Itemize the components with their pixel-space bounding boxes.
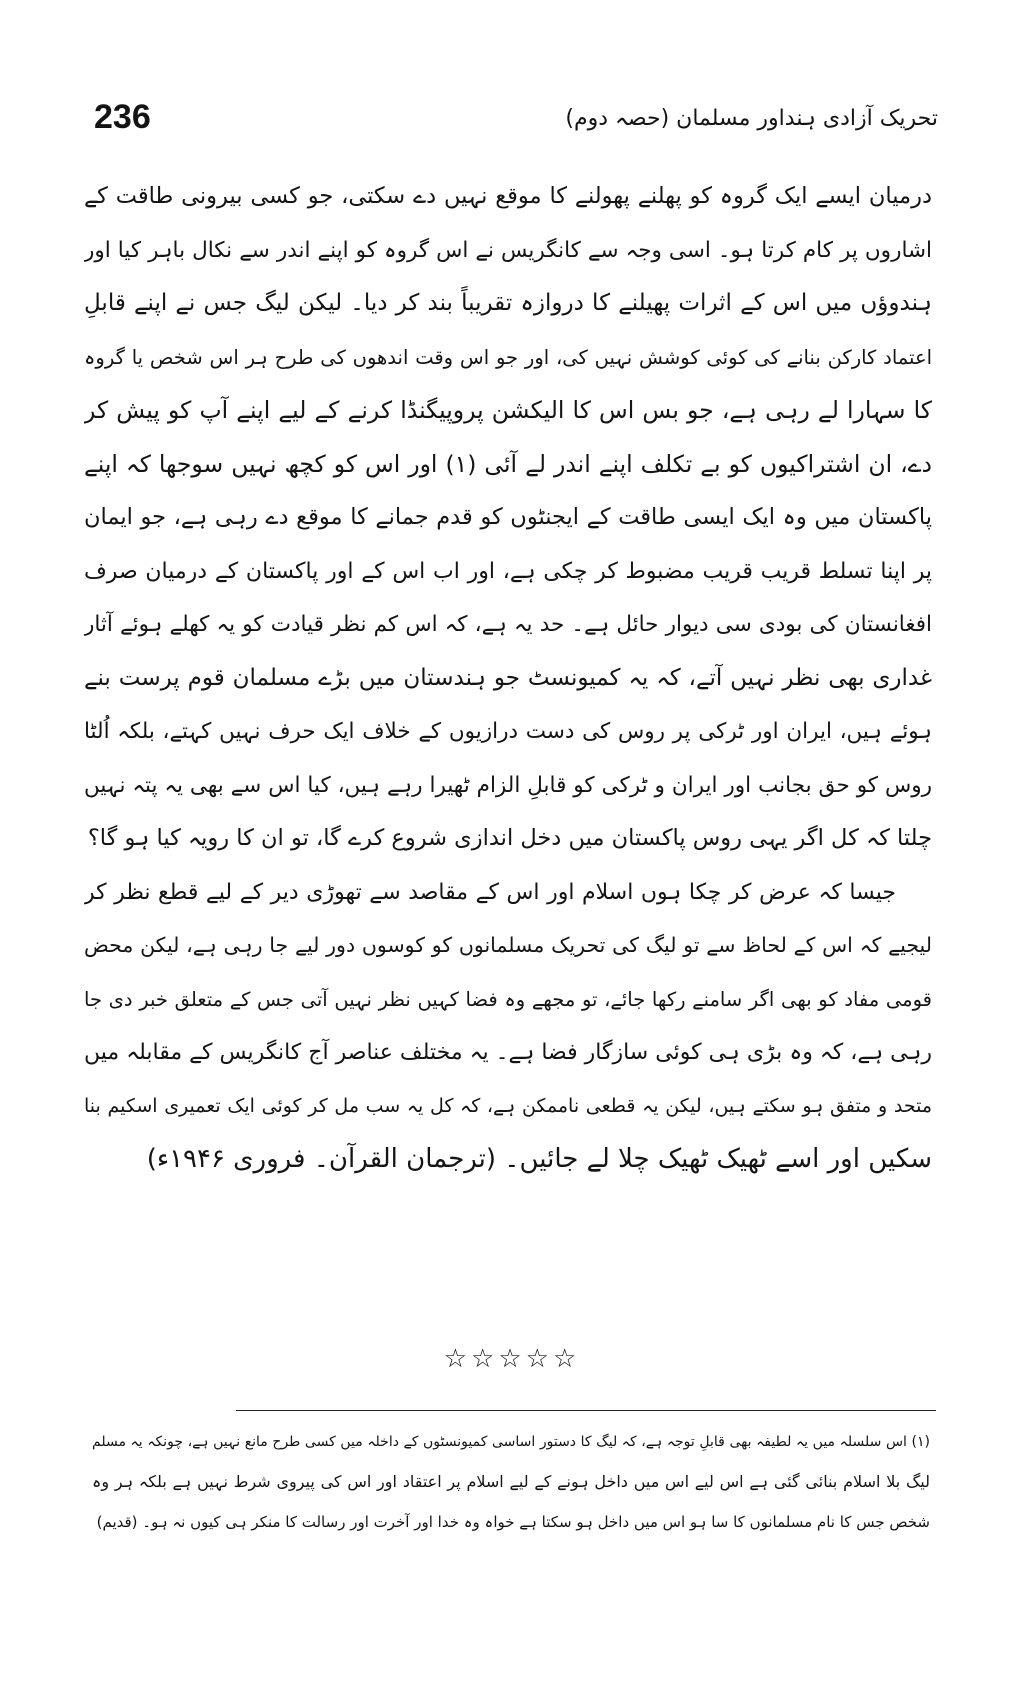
body-line: پاکستان میں وہ ایک ایسی طاقت کے ایجنٹوں کو قدم جمانے کا موقع دے رہی ہے، جو ایمان	[84, 504, 932, 530]
body-line: لیجیے کہ اس کے لحاظ سے تو لیگ کی تحریک مسلمانوں کو کوسوں دور لیے جا رہی ہے، لیکن محض	[84, 933, 932, 957]
body-line: پر اپنا تسلط قریب قریب مضبوط کر چکی ہے، اور اب اس کے اور پاکستان کے درمیان صرف	[84, 558, 932, 584]
footnote-line: شخص جس کا نام مسلمانوں کا سا ہو اس میں داخل ہو سکتا ہے خواہ وہ خدا اور آخرت اور رسالت کا منکر ہی کیوں نہ ہو۔ (قدیم)	[96, 1513, 930, 1531]
footnote-line: لیگ بلا اسلام بنائی گئی ہے اس لیے اس میں داخل ہونے کے لیے اسلام پر اعتقاد اور اس کی پیروی شرط نہیں ہے بلکہ ہر وہ	[92, 1472, 930, 1491]
page-number: 236	[94, 98, 151, 136]
body-line: افغانستان کی بودی سی دیوار حائل ہے۔ حد یہ ہے، کہ اس کم نظر قیادت کو یہ کھلے ہوئے آثار	[84, 612, 932, 637]
body-text	[84, 170, 932, 1187]
body-line: غداری بھی نظر نہیں آتے، کہ یہ کمیونسٹ جو ہندستان میں بڑے مسلمان قوم پرست بنے	[84, 664, 932, 691]
body-line: چلتا کہ کل اگر یہی روس پاکستان میں دخل اندازی شروع کرے گا، تو ان کا رویہ کیا ہو گا؟	[87, 825, 932, 851]
paragraph-start-line: جیسا کہ عرض کر چکا ہوں اسلام اور اس کے مقاصد سے تھوڑی دیر کے لیے قطع نظر کر	[84, 879, 896, 905]
body-line: درمیان ایسے ایک گروہ کو پھلنے پھولنے کا موقع نہیں دے سکتی، جو کسی بیرونی طاقت کے	[84, 183, 932, 209]
body-line: اعتماد کارکن بنانے کی کوئی کوشش نہیں کی، اور جو اس وقت اندھوں کی طرح ہر اس شخص یا گروہ	[84, 345, 932, 369]
footnote-divider	[236, 1410, 936, 1411]
body-line: متحد و متفق ہو سکتے ہیں، لیکن یہ قطعی ناممکن ہے، کہ کل یہ سب مل کر کوئی ایک تعمیری اسکیم بنا	[84, 1094, 932, 1117]
body-line: روس کو حق بجانب اور ایران و ٹرکی کو قابلِ الزام ٹھیرا رہے ہیں، کیا اس سے بھی یہ پتہ نہیں	[84, 772, 932, 798]
body-line: ہوئے ہیں، ایران اور ٹرکی پر روس کی دست درازیوں کے خلاف ایک حرف نہیں کہتے، بلکہ اُلٹا	[84, 719, 932, 744]
body-line: رہی ہے، کہ وہ بڑی ہی کوئی سازگار فضا ہے۔ یہ مختلف عناصر آج کانگریس کے مقابلہ میں	[84, 1040, 932, 1065]
footnote-line: (۱) اس سلسلہ میں یہ لطیفہ بھی قابلِ توجہ ہے، کہ لیگ کا دستور اساسی کمیونسٹوں کے داخلہ میں کسی طرح مانع نہیں ہے، چونکہ یہ مسلم	[92, 1434, 930, 1450]
body-line: اشاروں پر کام کرتا ہو۔ اسی وجہ سے کانگریس نے اس گروہ کو اپنے اندر سے نکال باہر کیا اور	[84, 237, 932, 263]
section-end-stars: ☆☆☆☆☆	[443, 1344, 581, 1374]
running-title: تحریک آزادی ہنداور مسلمان (حصہ دوم)	[565, 106, 938, 131]
body-line: قومی مفاد کو بھی اگر سامنے رکھا جائے، تو مجھے وہ فضا کہیں نظر نہیں آتی جس کے متعلق خبر دی جا	[84, 987, 932, 1011]
body-line: سکیں اور اسے ٹھیک ٹھیک چلا لے جائیں۔ (ترجمان القرآن۔ فروری ۱۹۴۶ء)	[146, 1144, 932, 1174]
body-line: ہندوؤں میں اس کے اثرات پھیلنے کا دروازہ تقریباً بند کر دیا۔ لیکن لیگ جس نے اپنے قابلِ	[84, 290, 932, 316]
body-line: کا سہارا لے رہی ہے، جو بس اس کا الیکشن پروپیگنڈا کرنے کے لیے اپنے آپ کو پیش کر	[84, 396, 932, 424]
body-line: دے، ان اشتراکیوں کو بے تکلف اپنے اندر لے آئی (۱) اور اس کو کچھ نہیں سوجھا کہ اپنے	[84, 449, 932, 478]
footnote	[92, 1422, 930, 1542]
